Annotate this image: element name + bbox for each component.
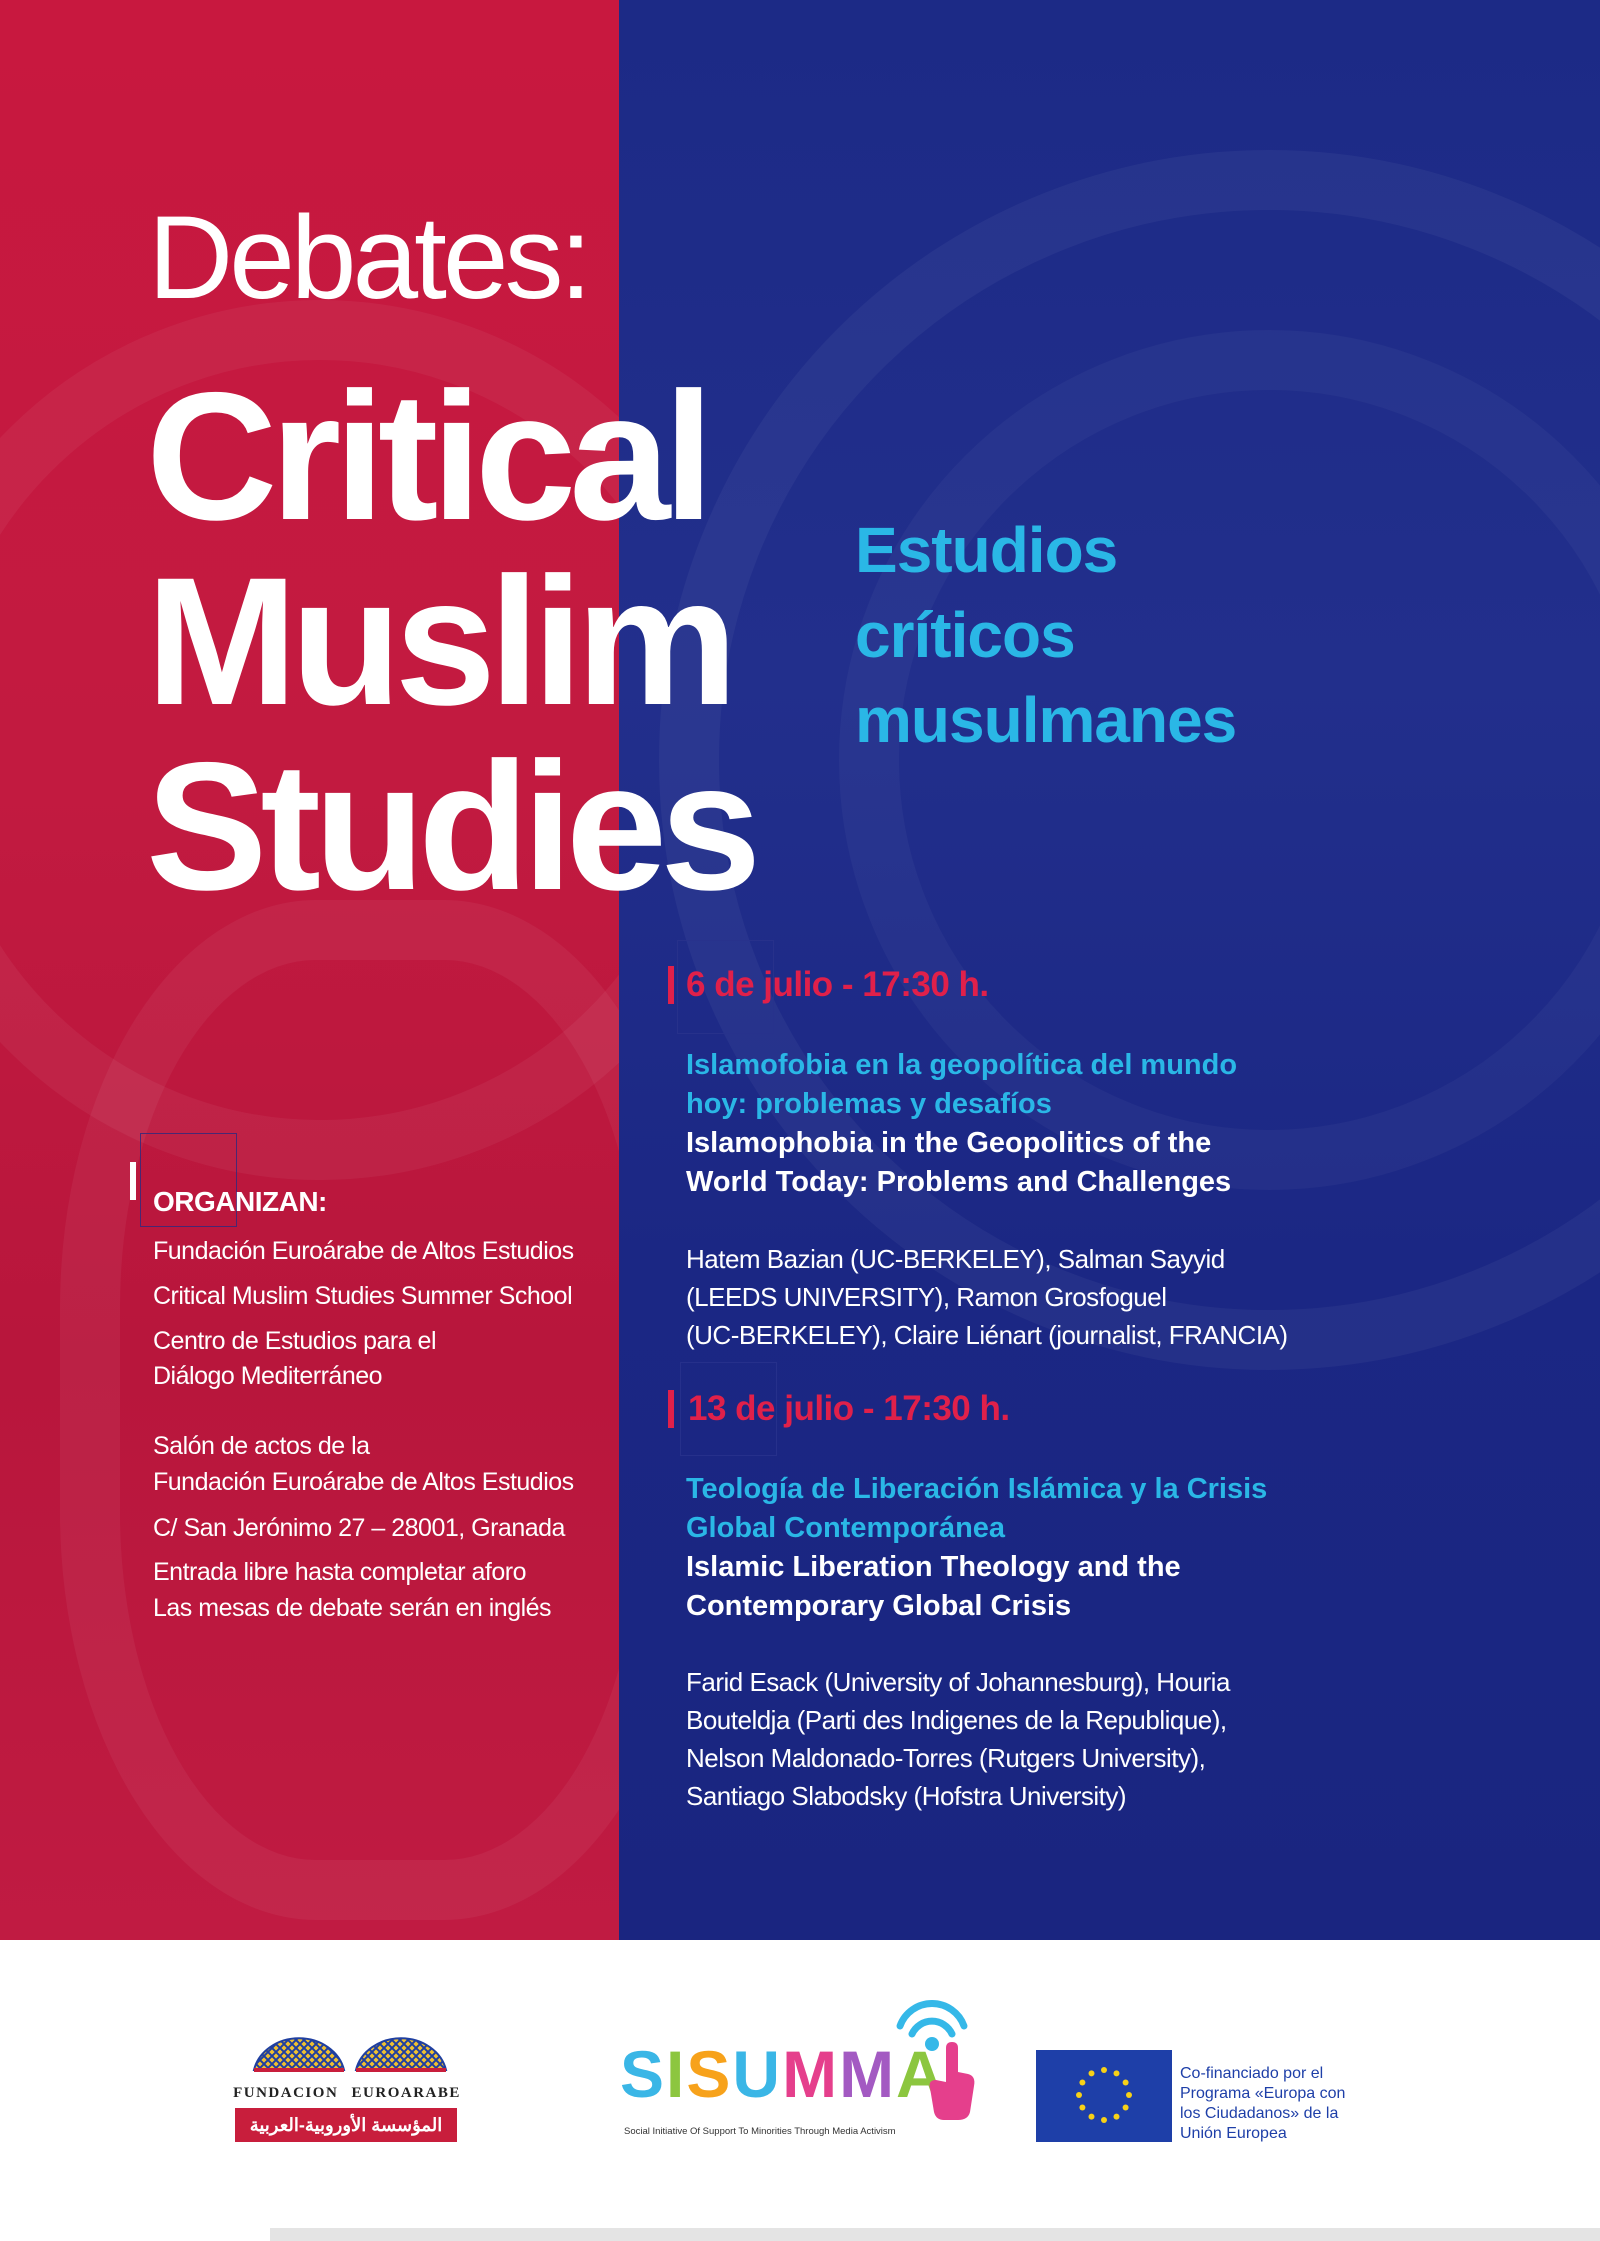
title-line-1: Critical bbox=[146, 354, 708, 558]
title-en-line: World Today: Problems and Challenges bbox=[686, 1166, 1232, 1198]
speakers-line: Farid Esack (University of Johannesburg), Houria bbox=[686, 1667, 1230, 1697]
speakers-line: (LEEDS UNIVERSITY), Ramon Grosfoguel bbox=[686, 1282, 1167, 1312]
eu-cofinance-text bbox=[1180, 2064, 1345, 2144]
organizer-item: Fundación Euroárabe de Altos Estudios bbox=[153, 1237, 574, 1265]
debates-label: Debates: bbox=[148, 192, 589, 324]
venue bbox=[153, 1428, 574, 1500]
eu-text-line: Unión Europea bbox=[1180, 2125, 1287, 2142]
title-line-2: Muslim bbox=[146, 539, 731, 743]
title-line-3: Studies bbox=[146, 724, 755, 928]
subtitle-es-line-1: Estudios bbox=[855, 514, 1118, 586]
organizer-item: Diálogo Mediterráneo bbox=[153, 1362, 383, 1390]
subtitle-es-line-3: musulmanes bbox=[855, 684, 1237, 756]
fundacion-euroarabe-logo bbox=[232, 2024, 462, 2144]
eu-text-line: Programa «Europa con bbox=[1180, 2085, 1346, 2102]
wordmark-letter: M bbox=[839, 2037, 897, 2111]
session-speakers bbox=[686, 1240, 1288, 1354]
note-line: Las mesas de debate serán en inglés bbox=[153, 1594, 552, 1622]
subtitle-es-line-2: críticos bbox=[855, 599, 1075, 671]
fundacion-latin-name: FUNDACION EUROARABE bbox=[233, 2085, 461, 2101]
session-marker-bar bbox=[668, 1390, 674, 1428]
session-title-en bbox=[686, 1548, 1181, 1626]
speakers-line: Nelson Maldonado-Torres (Rutgers University), bbox=[686, 1743, 1206, 1773]
eu-text-line: Co-financiado por el bbox=[1180, 2065, 1324, 2082]
wordmark-letter: M bbox=[782, 2037, 840, 2111]
wordmark-letter: A bbox=[896, 2037, 946, 2111]
title-en-line: Islamophobia in the Geopolitics of the bbox=[686, 1127, 1212, 1159]
organizers-heading: ORGANIZAN: bbox=[153, 1186, 327, 1217]
note-line: Entrada libre hasta completar aforo bbox=[153, 1558, 526, 1586]
session-speakers bbox=[686, 1663, 1230, 1815]
decorative-arch bbox=[60, 900, 700, 1920]
speakers-line: Bouteldja (Parti des Indigenes de la Republique), bbox=[686, 1705, 1227, 1735]
title-es-line: hoy: problemas y desafíos bbox=[686, 1088, 1052, 1120]
wordmark-letter: S bbox=[686, 2037, 733, 2111]
venue-address: C/ San Jerónimo 27 – 28001, Granada bbox=[153, 1514, 565, 1542]
sisumma-tagline: Social Initiative Of Support To Minorities Through Media Activism bbox=[624, 2126, 896, 2137]
eu-cofinance-block bbox=[1036, 2050, 1376, 2150]
title-es-line: Teología de Liberación Islámica y la Crisis bbox=[686, 1473, 1268, 1505]
session-date: 13 de julio - 17:30 h. bbox=[688, 1389, 1010, 1428]
session-marker-bar bbox=[668, 966, 674, 1004]
eu-flag-icon bbox=[1036, 2050, 1172, 2142]
venue-line: Fundación Euroárabe de Altos Estudios bbox=[153, 1468, 574, 1496]
wordmark-letter: I bbox=[666, 2037, 687, 2111]
speakers-line: Santiago Slabodsky (Hofstra University) bbox=[686, 1781, 1127, 1811]
organizers-list bbox=[153, 1233, 574, 1394]
sisumma-wordmark bbox=[620, 2036, 946, 2112]
organizer-item: Critical Muslim Studies Summer School bbox=[153, 1282, 573, 1310]
fundacion-arabic-name: المؤسسة الأوروبية-العربية bbox=[235, 2108, 457, 2142]
globe-emblem-icon bbox=[232, 2024, 462, 2074]
venue-line: Salón de actos de la bbox=[153, 1432, 370, 1460]
title-en-line: Islamic Liberation Theology and the bbox=[686, 1551, 1181, 1583]
speakers-line: (UC-BERKELEY), Claire Liénart (journalist, FRANCIA) bbox=[686, 1320, 1288, 1350]
speakers-line: Hatem Bazian (UC-BERKELEY), Salman Sayyid bbox=[686, 1244, 1225, 1274]
organizers-marker-bar bbox=[130, 1162, 136, 1200]
session-date: 6 de julio - 17:30 h. bbox=[686, 965, 989, 1004]
sisumma-logo bbox=[616, 1996, 996, 2146]
session-title-es bbox=[686, 1046, 1237, 1124]
session-title-es bbox=[686, 1470, 1267, 1548]
organizer-item: Centro de Estudios para el bbox=[153, 1327, 437, 1355]
session-title-en bbox=[686, 1124, 1231, 1202]
title-es-line: Global Contemporánea bbox=[686, 1512, 1006, 1544]
title-es-line: Islamofobia en la geopolítica del mundo bbox=[686, 1049, 1238, 1081]
eu-text-line: los Ciudadanos» de la bbox=[1180, 2105, 1339, 2122]
footer-strip bbox=[270, 2228, 1600, 2241]
title-en-line: Contemporary Global Crisis bbox=[686, 1590, 1072, 1622]
wordmark-letter: U bbox=[732, 2037, 783, 2111]
pointing-hand-icon bbox=[928, 2042, 978, 2120]
wordmark-letter: S bbox=[620, 2037, 667, 2111]
notes bbox=[153, 1554, 551, 1626]
